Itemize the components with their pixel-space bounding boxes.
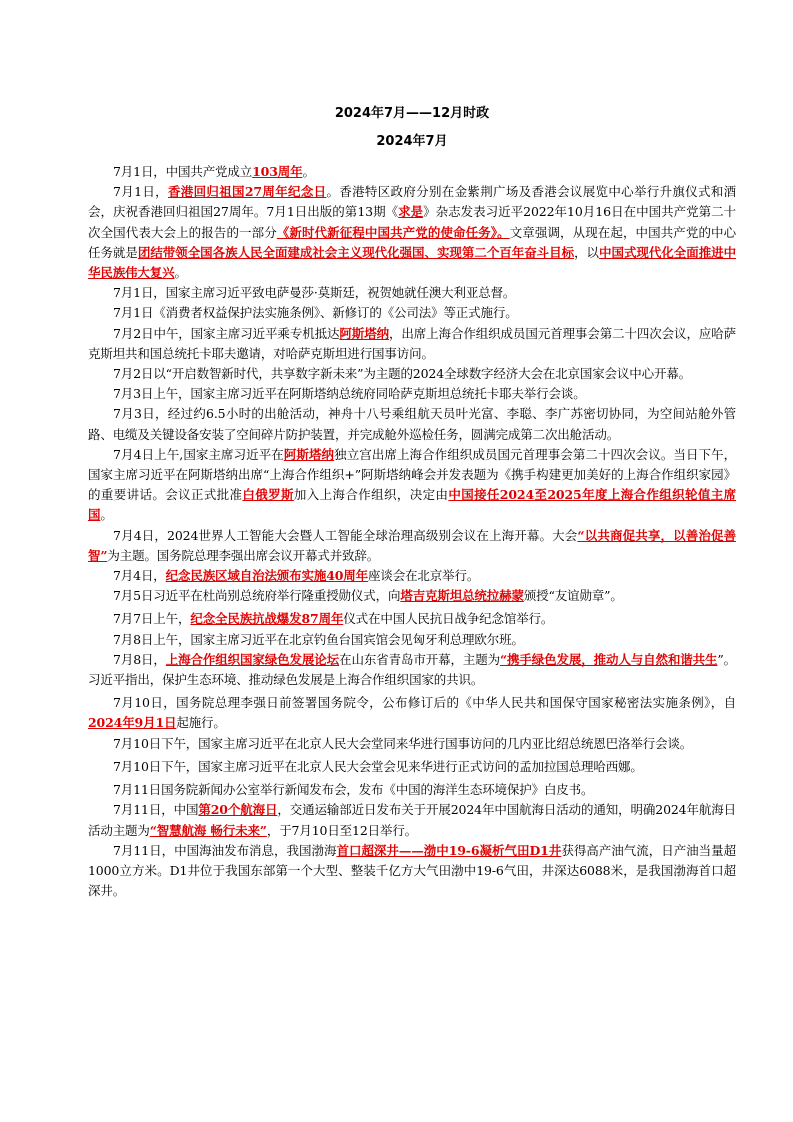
entry-text: 7月3日上午，国家主席习近平在阿斯塔纳总统府同哈萨克斯坦总统托卡耶夫举行会谈。: [113, 386, 586, 402]
news-entry: [88, 800, 736, 840]
highlighted-text: 上海合作组织国家绿色发展论坛: [165, 651, 340, 667]
highlighted-text: 2024年9月1日: [88, 715, 177, 731]
news-entry: [88, 586, 736, 606]
highlighted-text: 第20个航海日: [198, 802, 278, 818]
news-entry: [88, 445, 736, 526]
news-entry: [88, 609, 736, 629]
entry-text: 文章强调，从现在起，中国共产党的中心任务就是: [88, 224, 736, 260]
document-page: [88, 104, 736, 901]
entry-text: 7月5日习近平在杜尚别总统府举行隆重授勋仪式，向: [113, 588, 401, 604]
highlighted-text: 中国式现代化全面推进中华民族伟大复兴: [88, 244, 736, 281]
entry-text: 独立宫出席上海合作组织成员国元首理事会第二十四次会议。当日下午，国家主席习近平在阿斯塔纳出席“上海合作组织+”阿斯塔纳峰会并发表题为《携手构建更加美好的上海合作组织家园》的重要讲话。会议正式批准: [88, 446, 736, 503]
entry-text: 。香港特区政府分别在金紫荆广场及香港会议展览中心举行升旗仪式和酒会，庆祝香港回归祖国27周年。7月1日出版的第13期《: [88, 184, 736, 220]
highlighted-text: 首口超深井——渤中19-6凝析气田D1井: [336, 842, 562, 858]
highlighted-text: “携手绿色发展，推动人与自然和谐共生: [499, 651, 718, 667]
highlighted-text: 103周年: [252, 164, 303, 179]
highlighted-text: 白俄罗斯: [242, 487, 294, 503]
news-entry: [88, 841, 736, 902]
entry-text: 座谈会在北京举行。: [368, 568, 480, 584]
entry-text: 7月1日《消费者权益保护法实施条例》、新修订的《公司法》等正式施行。: [113, 305, 518, 321]
entry-text: 7月3日，经过约6.5小时的出舱活动，神舟十八号乘组航天员叶光富、李聪、李广苏密切协同，为空间站舱外管路、电缆及关键设备安装了空间碎片防护装置，并完成舱外巡检任务，圆满完成第二次出舱活动。: [88, 406, 736, 442]
entry-text: 。: [302, 164, 315, 179]
highlighted-text: 香港回归祖国27周年纪念日: [167, 184, 327, 200]
entry-text: ，于7月10日至12日举行。: [266, 822, 418, 838]
document-title: 2024年7月——12月时政: [334, 106, 490, 121]
entry-text: 仪式在中国人民抗日战争纪念馆举行。: [343, 611, 554, 627]
entry-text: 加入上海合作组织，决定由: [293, 487, 449, 503]
month-heading: 2024年7月: [376, 134, 448, 149]
news-entry: [88, 162, 736, 182]
entry-text: ”。习近平指出，保护生态环境、推动绿色发展是上海合作组织国家的共识。: [88, 651, 737, 688]
entry-text: 7月2日以“开启数智新时代，共享数字新未来”为主题的2024全球数字经济大会在北京国家会议中心开幕。: [113, 366, 692, 382]
entry-text: 7月10日下午，国家主席习近平在北京人民大会堂同来华进行国事访问的几内亚比绍总统恩巴洛举行会谈。: [113, 735, 693, 751]
news-entry: [88, 182, 736, 283]
news-entry: [88, 566, 736, 586]
news-entry: [88, 526, 736, 566]
entry-text: ，以: [574, 244, 600, 260]
news-entry: [88, 324, 736, 364]
entry-text: 获得高产油气流，日产油当量超1000立方米。D1井位于我国东部第一个大型、整装千亿方大气田渤中19-6气田，井深达6088米，是我国渤海首口超深井。: [88, 842, 736, 899]
entry-text: 。: [100, 507, 113, 523]
entry-text: 7月11日，中国: [113, 802, 199, 818]
news-entry: [88, 283, 736, 303]
highlighted-text: 求是: [398, 204, 424, 220]
entry-text: 7月4日，2024世界人工智能大会暨人工智能全球治理高级别会议在上海开幕。大会: [113, 527, 578, 543]
entry-text: ，出席上海合作组织成员国元首理事会第二十四次会议，应哈萨克斯坦共和国总统托卡耶夫邀请，对哈萨克斯坦进行国事访问。: [88, 325, 736, 361]
entry-text: 7月7日上午，: [113, 611, 191, 627]
entry-text: 》杂志发表习近平2022年10月16日在中国共产党第二十次全国代表大会上的报告的一部分: [88, 204, 736, 240]
highlighted-text: 塔吉克斯坦总统拉赫蒙: [400, 588, 524, 604]
entry-text: 7月1日，国家主席习近平致电萨曼莎·莫斯廷，祝贺她就任澳大利亚总督。: [113, 285, 516, 301]
entry-text: ，交通运输部近日发布关于开展2024年中国航海日活动的通知，明确2024年航海日活动主题为: [88, 802, 736, 838]
entry-text: 7月1日，中国共产党成立: [113, 164, 253, 179]
entry-text: 7月8日上午，国家主席习近平在北京钓鱼台国宾馆会见匈牙利总理欧尔班。: [113, 631, 524, 647]
highlighted-text: 团结带领全国各族人民全面建成社会主义现代化强国、实现第二个百年奋斗目标: [137, 244, 575, 260]
news-entry: [88, 404, 736, 444]
entry-text: 7月11日，中国海油发布消息，我国渤海: [113, 842, 337, 858]
entry-text: 7月11日国务院新闻办公室举行新闻发布会，发布《中国的海洋生态环境保护》白皮书。: [113, 782, 594, 798]
entry-text: 7月4日上午,国家主席习近平在: [113, 446, 284, 462]
entry-text: 为主题。国务院总理李强出席会议开幕式并致辞。: [107, 547, 380, 563]
news-entry: [88, 630, 736, 650]
highlighted-text: 纪念民族区域自治法颁布实施40周年: [165, 568, 369, 584]
entry-text: 7月4日，: [113, 568, 166, 584]
entry-text: 7月2日中午，国家主席习近平乘专机抵达: [113, 325, 340, 341]
highlighted-text: 《新时代新征程中国共产党的使命任务》。: [276, 224, 510, 240]
entry-text: 起施行。: [176, 715, 226, 731]
highlighted-text: 中国接任2024至2025年度上海合作组织轮值主席国: [88, 487, 736, 523]
entry-text: 。: [174, 265, 187, 281]
news-entry: [88, 384, 736, 404]
highlighted-text: 阿斯塔纳: [339, 325, 389, 341]
entry-text: 7月10日，国务院总理李强日前签署国务院令，公布修订后的《中华人民共和国保守国家秘密法实施条例》，自: [113, 695, 736, 711]
highlighted-text: 阿斯塔纳: [283, 446, 335, 462]
entry-text: 7月1日，: [113, 184, 168, 200]
news-entry: [88, 780, 736, 800]
news-entry: [88, 757, 736, 777]
highlighted-text: “以共商促共享，以善治促善智”: [88, 527, 736, 563]
highlighted-text: “智慧航海 畅行未来”: [149, 822, 267, 838]
news-entry: [88, 364, 736, 384]
news-entry: [88, 303, 736, 323]
news-entry: [88, 734, 736, 754]
news-entry: [88, 650, 736, 690]
news-entry-list: [88, 162, 736, 901]
entry-text: 在山东省青岛市开幕，主题为: [339, 651, 500, 667]
entry-text: 7月8日，: [113, 651, 166, 667]
highlighted-text: 纪念全民族抗战爆发87周年: [190, 611, 344, 627]
entry-text: 7月10日下午，国家主席习近平在北京人民大会堂会见来华进行正式访问的孟加拉国总理哈西娜。: [113, 758, 643, 774]
news-entry: [88, 693, 736, 733]
entry-text: 颁授“友谊勋章”。: [523, 588, 623, 604]
